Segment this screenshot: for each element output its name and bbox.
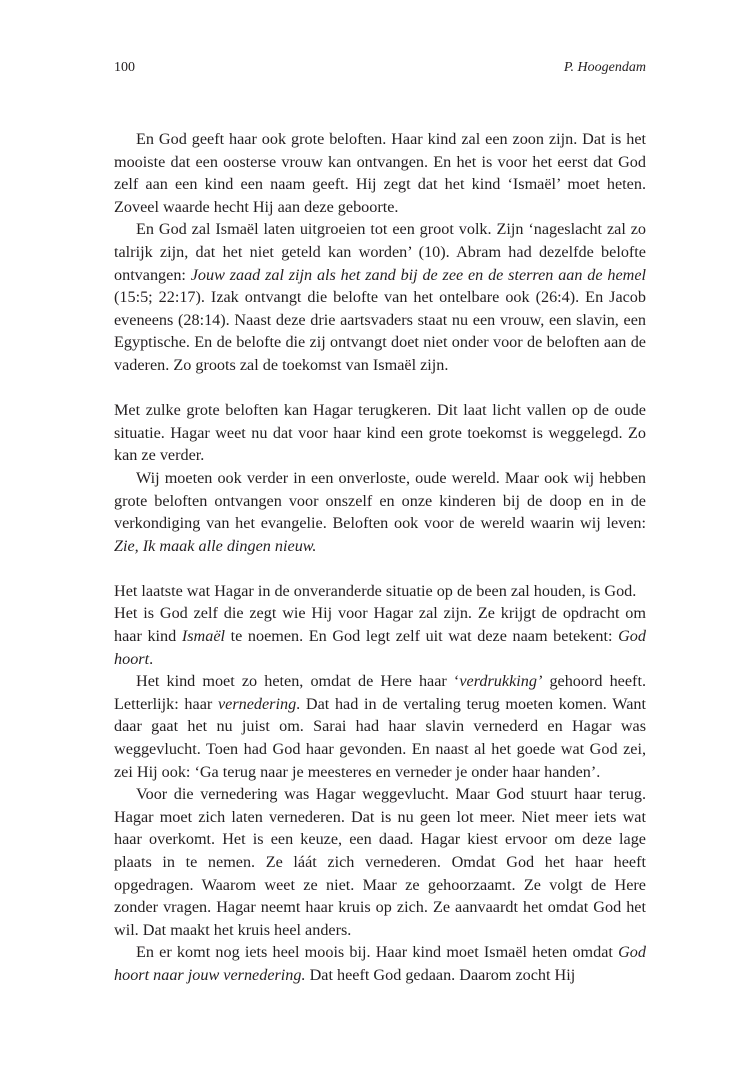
paragraph: [114, 128, 646, 218]
italic-text: God hoort naar jouw vernedering.: [114, 943, 646, 984]
italic-text: vernedering: [217, 694, 297, 713]
italic-text: verdrukking’: [459, 672, 543, 691]
text-run: Dat heeft God gedaan. Daarom zocht Hij: [305, 965, 576, 984]
paragraph: [114, 941, 646, 986]
text-run: Het is God zelf die zegt wie Hij voor Hagar zal zijn. Ze krijgt de opdracht om haar kind: [114, 604, 646, 646]
text-run: En God geeft haar ook grote beloften. Haar kind zal een zoon zijn. Dat is het mooiste dat een oosterse vrouw kan ontvangen. En het is voor het eerst dat God zelf aan een kind een naam geeft. Hij zegt dat het kind ‘Ismaël’ moet heten. Zoveel waarde hecht Hij aan deze geboorte.: [114, 130, 646, 216]
paragraph: [114, 670, 646, 783]
paragraph: [114, 580, 646, 603]
italic-text: Ismaël: [181, 627, 225, 646]
text-run: Voor die vernedering was Hagar weggevlucht. Maar God stuurt haar terug. Hagar moet zich laten vernederen. Dat is nu geen lot meer. Niet meer iets wat haar overkomt. Het is een keuze, een daad. Hagar kiest ervoor om deze lage plaats in te nemen. Ze láát zich vernederen. Omdat God het haar heeft opgedragen. Waarom weet ze niet. Maar ze gehoorzaamt. Ze volgt de Here zonder vragen. Hagar neemt haar kruis op zich. Ze aanvaardt het omdat God het wil. Dat maakt het kruis heel anders.: [114, 785, 646, 939]
italic-text: Jouw zaad zal zijn als het zand bij de zee en de sterren aan de hemel: [190, 265, 646, 284]
text-run: En God zal Ismaël laten uitgroeien tot een groot volk. Zijn ‘nageslacht zal zo talrijk zijn, dat het niet geteld kan worden’ (10). Abram had dezelfde belofte ontvangen:: [114, 220, 646, 284]
paragraph: [114, 399, 646, 467]
text-run: .: [149, 649, 154, 668]
text-run: En er komt nog iets heel moois bij. Haar kind moet Ismaël heten omdat: [136, 943, 619, 962]
text-run: Met zulke grote beloften kan Hagar terugkeren. Dit laat licht vallen op de oude situatie. Hagar weet nu dat voor haar kind een grote toekomst is weggelegd. Zo kan ze verder.: [114, 401, 646, 465]
paragraph: [114, 602, 646, 670]
italic-text: God hoort: [114, 627, 646, 668]
text-run: (15:5; 22:17). Izak ontvangt die belofte van het ontelbare ook (26:4). En Jacob eveneens (28:14). Naast deze drie aartsvaders staat nu een vrouw, een slavin, een Egyptische. En de belofte die zij ontvangt doet niet onder voor de beloften aan de vaderen. Zo groots zal de toekomst van Ismaël zijn.: [114, 288, 646, 374]
paragraph: [114, 218, 646, 376]
text-run: te noemen. En God legt zelf uit wat deze naam betekent:: [225, 627, 619, 646]
text-run: gehoord heeft. Letterlijk: haar: [114, 672, 646, 713]
body-text: [114, 128, 646, 987]
paragraph: [114, 783, 646, 941]
running-header-author: P. Hoogendam: [563, 60, 646, 75]
text-run: Het laatste wat Hagar in de onveranderde situatie op de been zal houden, is God.: [114, 581, 637, 600]
running-header: [114, 60, 646, 76]
text-run: Wij moeten ook verder in een onverloste, oude wereld. Maar ook wij hebben grote beloften ontvangen voor onszelf en onze kinderen bij de doop en in de verkondiging van het evangelie. Beloften ook voor de wereld waarin wij leven:: [114, 468, 646, 533]
text-run: Het kind moet zo heten, omdat de Here haar ‘: [136, 672, 460, 691]
text-run: . Dat had in de vertaling terug moeten komen. Want daar gaat het nu juist om. Sarai had haar slavin vernederd en Hagar was weggevlucht. Toen had God haar gevonden. En naast al het goede wat God zei, zei Hij ook: ‘Ga terug naar je meesteres en verneder je onder haar handen’.: [114, 694, 646, 781]
italic-text: Zie, Ik maak alle dingen nieuw.: [114, 536, 317, 555]
page-number: 100: [114, 60, 135, 75]
paragraph: [114, 467, 646, 557]
